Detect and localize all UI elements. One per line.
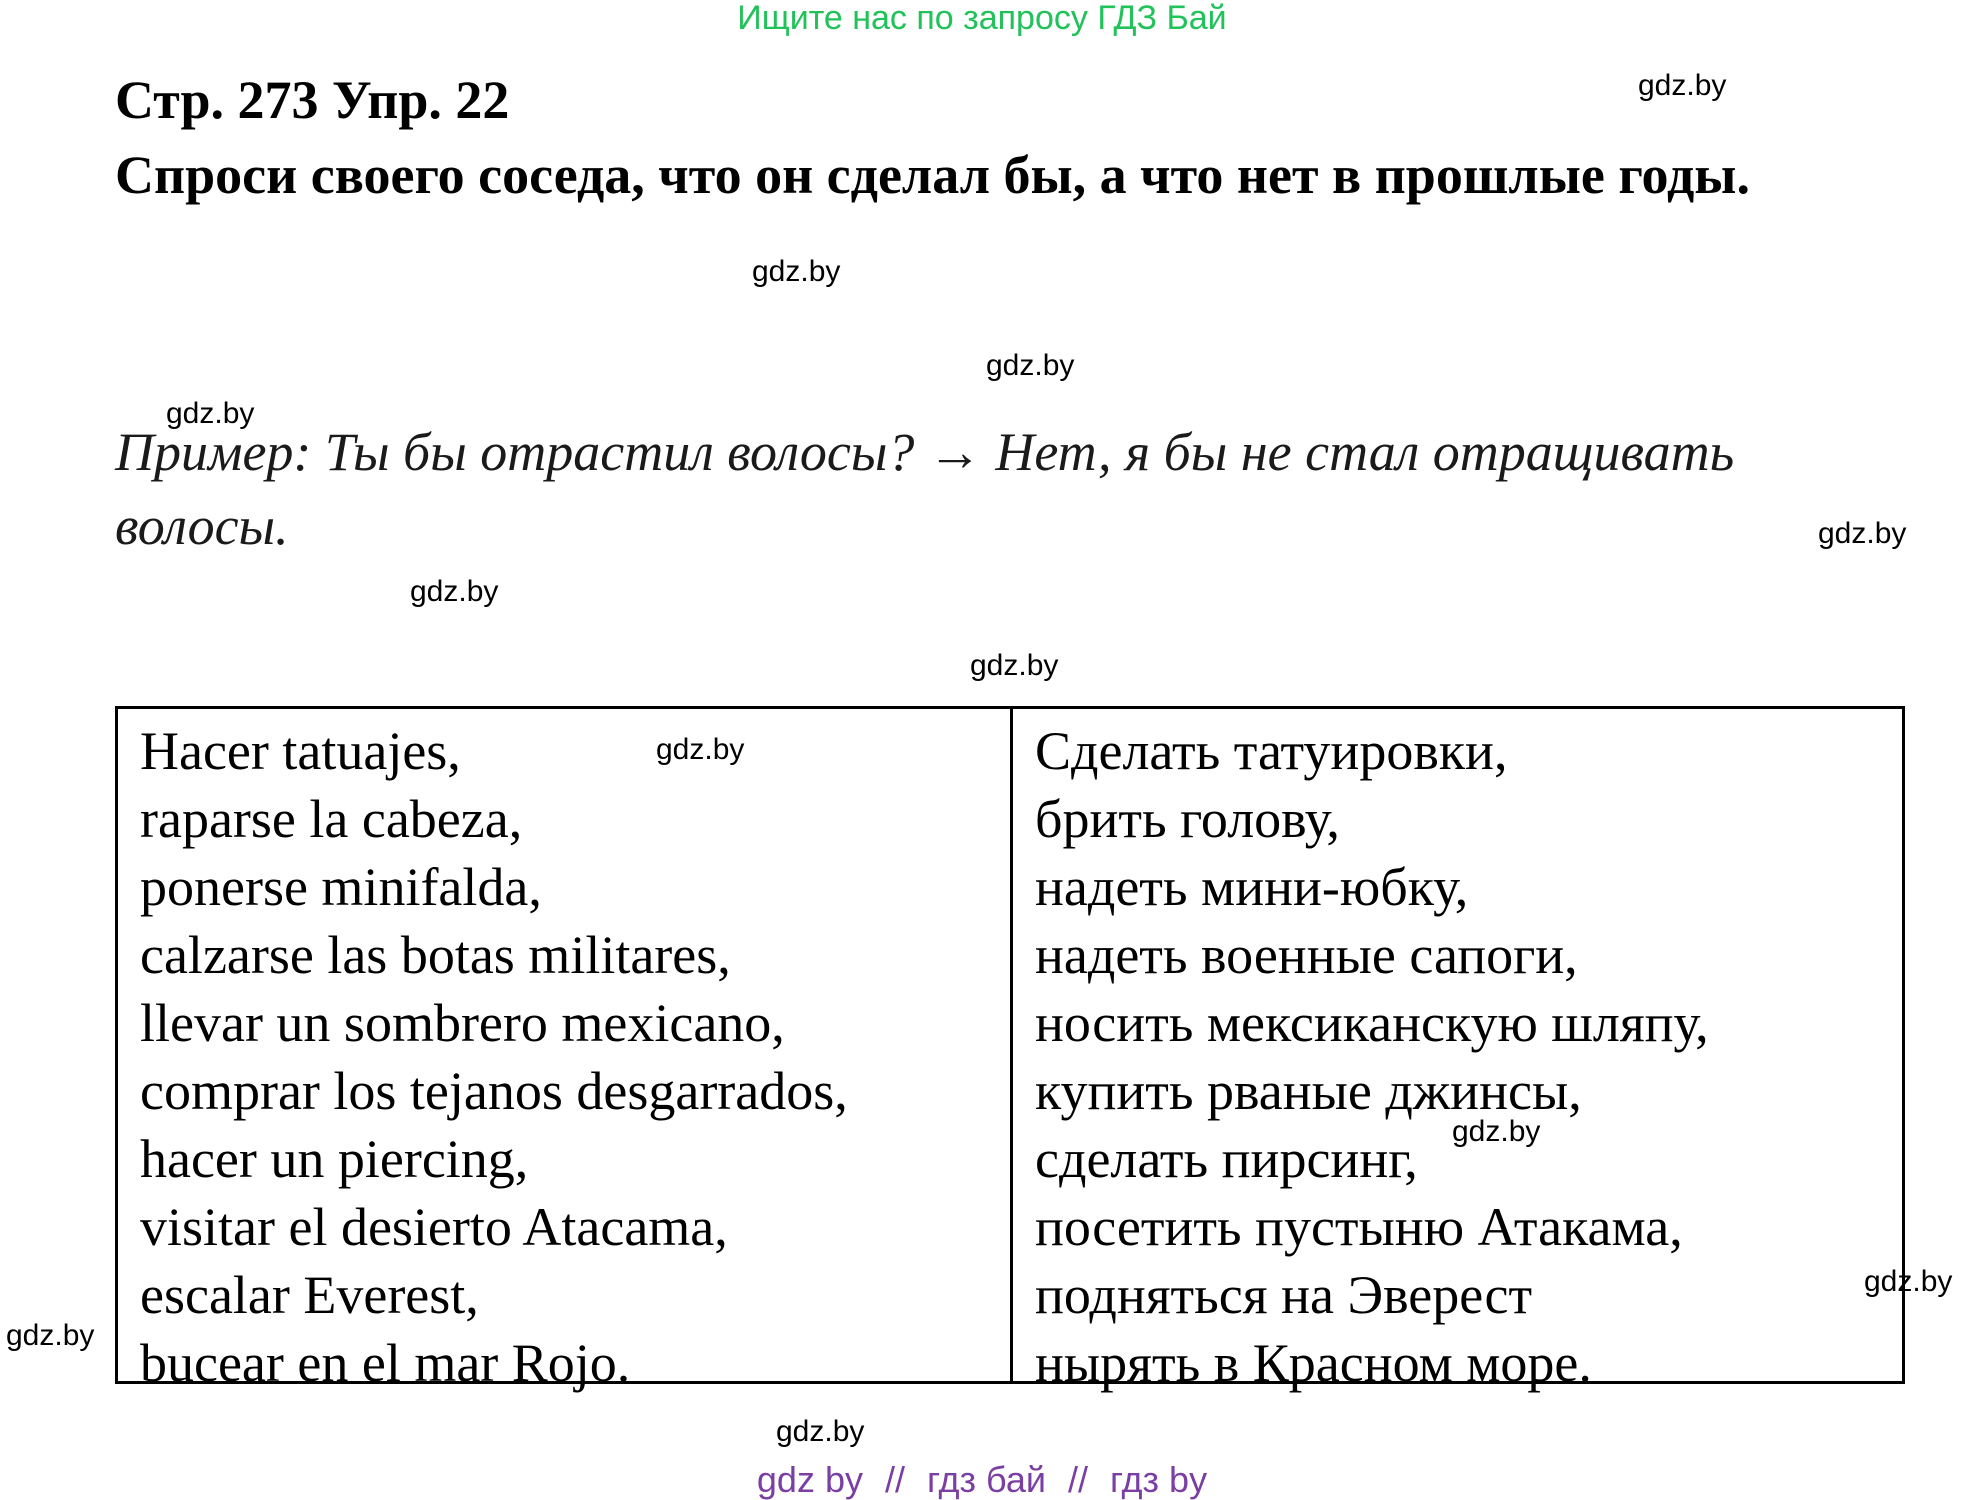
- table-row: Hacer tatuajes,: [140, 721, 461, 781]
- table-row: купить рваные джинсы,: [1035, 1061, 1582, 1121]
- footer-link-gdz-by[interactable]: gdz by: [756, 1459, 863, 1500]
- table-row: Сделать татуировки,: [1035, 721, 1508, 781]
- page-title: Стр. 273 Упр. 22: [115, 70, 510, 130]
- watermark: gdz.by: [1452, 1115, 1541, 1148]
- table-row: сделать пирсинг,: [1035, 1129, 1418, 1189]
- table-row: ponerse minifalda,: [140, 857, 542, 917]
- watermark: gdz.by: [410, 575, 499, 608]
- footer-separator: //: [1068, 1459, 1089, 1500]
- table-row: посетить пустыню Атакама,: [1035, 1197, 1683, 1257]
- table-row: нырять в Красном море.: [1035, 1333, 1592, 1393]
- watermark: gdz.by: [1818, 517, 1907, 550]
- watermark: gdz.by: [970, 649, 1059, 682]
- table-row: брить голову,: [1035, 789, 1340, 849]
- footer-links: [0, 1459, 1964, 1500]
- spanish-column: [118, 709, 1013, 1393]
- watermark: gdz.by: [752, 255, 841, 288]
- table-row: hacer un piercing,: [140, 1129, 529, 1189]
- table-row: calzarse las botas militares,: [140, 925, 731, 985]
- table-row: escalar Everest,: [140, 1265, 479, 1325]
- table-row: bucear en el mar Rojo.: [140, 1333, 631, 1393]
- watermark: gdz.by: [986, 349, 1075, 382]
- watermark: gdz.by: [776, 1415, 865, 1448]
- example-text: Пример: Ты бы отрастил волосы? → Нет, я бы не стал отращивать волосы.: [115, 422, 1735, 556]
- watermark: gdz.by: [166, 397, 255, 430]
- table-row: носить мексиканскую шляпу,: [1035, 993, 1709, 1053]
- watermark: gdz.by: [656, 733, 745, 766]
- footer-link-gdz-bai[interactable]: гдз бай: [927, 1459, 1046, 1500]
- watermark: gdz.by: [1638, 69, 1727, 102]
- task-text: Спроси своего соседа, что он сделал бы, а что нет в прошлые годы.: [115, 145, 1750, 205]
- table-row: comprar los tejanos desgarrados,: [140, 1061, 848, 1121]
- table-row: visitar el desierto Atacama,: [140, 1197, 728, 1257]
- table-row: llevar un sombrero mexicano,: [140, 993, 785, 1053]
- table-row: надеть мини-юбку,: [1035, 857, 1469, 917]
- table-row: надеть военные сапоги,: [1035, 925, 1578, 985]
- russian-column: [1013, 709, 1902, 1393]
- table-row: подняться на Эверест: [1035, 1265, 1533, 1325]
- exercise-table: [115, 706, 1905, 1393]
- watermark: gdz.by: [1864, 1265, 1953, 1298]
- table-row: raparse la cabeza,: [140, 789, 523, 849]
- top-banner: Ищите нас по запросу ГДЗ Бай: [737, 0, 1227, 37]
- footer-separator: //: [885, 1459, 906, 1500]
- footer-link-gdz-by-cyr[interactable]: гдз by: [1110, 1459, 1208, 1500]
- watermark: gdz.by: [6, 1319, 95, 1352]
